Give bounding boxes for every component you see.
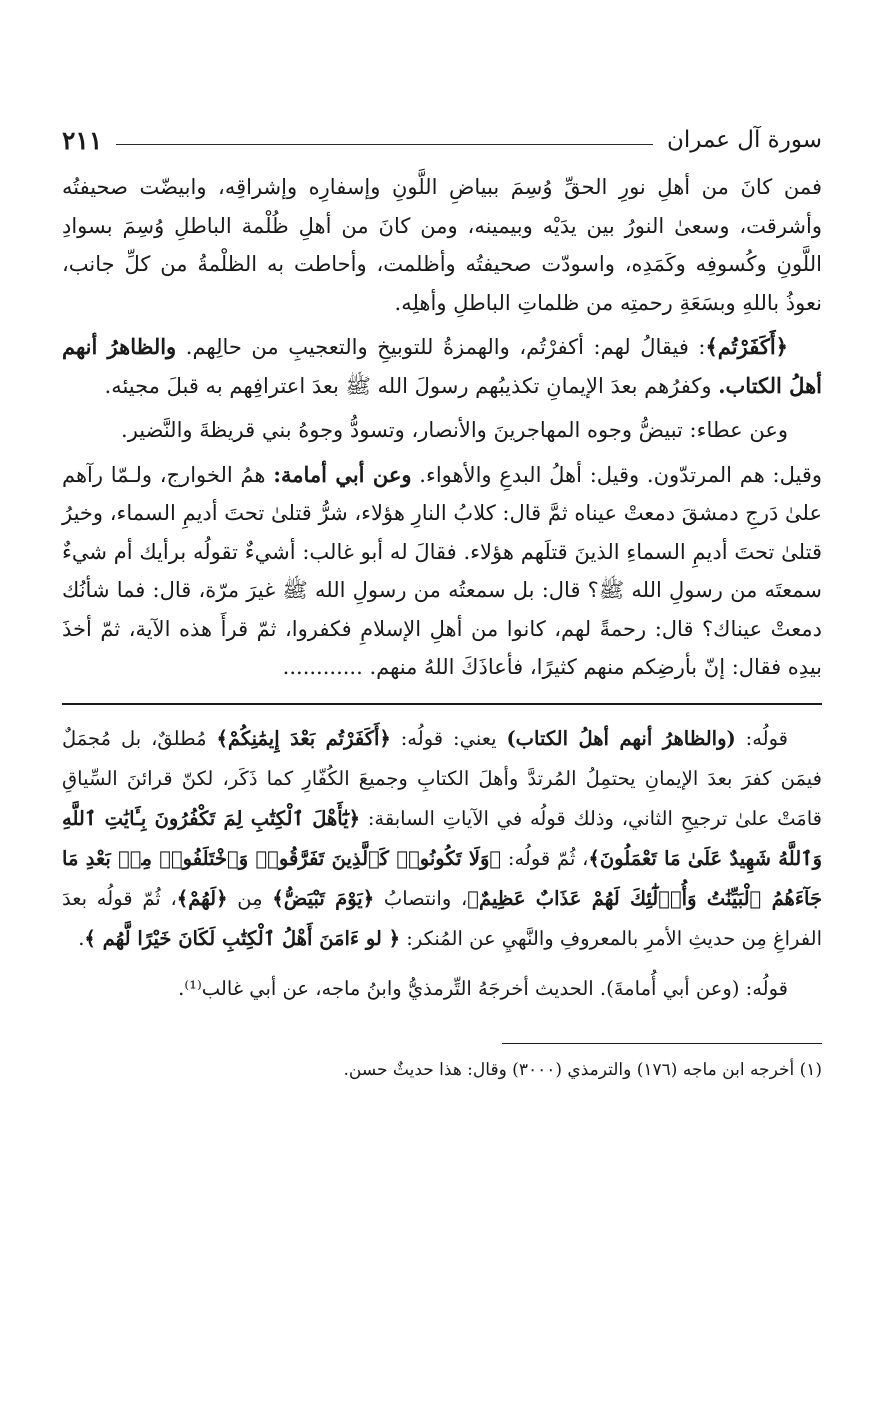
paragraph-2-text: : فيقالُ لهم: أكفرْتُم، والهمزةُ للتوبيخِ والتعجيبِ من حالِهم. [185, 335, 706, 359]
commentary-paragraph-2: قولُه: (وعن أبي أُمامةَ). الحديث أخرجَهُ التِّرمذيُّ وابنُ ماجه، عن أبي غالب⁽¹⁾. [178, 976, 788, 1000]
commentary-text: مُطلقٌ، بل مُجمَلٌ فيمَن كفرَ بعدَ الإيمانِ يحتمِلُ المُرتدَّ وأهلَ الكتابِ وجميعَ الكُفّارِ كما ذَكَر، لكنّ قرائنَ السِّياقِ قامَتْ علىٰ ترجيحِ الثاني، وذلك قولُه في الآياتِ السابقة: [62, 726, 823, 830]
running-header [62, 118, 822, 162]
quran-quote: ﴿يَٰٓأَهْلَ ٱلْكِتَٰبِ لِمَ تَكْفُرُونَ بِـَٔايَٰتِ ٱللَّهِ وَٱللَّهُ شَهِيدٌ عَلَىٰ مَا تَعْمَلُونَ﴾ [62, 806, 822, 870]
quran-quote: ﴿أَكَفَرْتُم بَعْدَ إِيمَٰنِكُمْ﴾ [216, 726, 391, 750]
commentary [62, 719, 822, 1009]
paragraph-4-text-2: همُ الخوارج، ولـمّا رآهم علىٰ دَرجِ دمشقَ دمعتْ عيناه ثمَّ قال: كلابُ النارِ هؤلاء، شرُّ قتلىٰ تحتَ أديمِ السماء، وخيرُ قتلىٰ تحتَ أديمِ السماءِ الذينَ قتلَهم هؤلاء. فقالَ له أبو غالب: أشيءٌ تقولُه برأيك أم شيءٌ سمعتَه من رسولِ الله ﷺ؟ قال: بل سمعتُه من رسولِ الله ﷺ غيرَ مرّة، قال: فما شأنُك دمعتْ عيناك؟ قال: رحمةً لهم، كانوا من أهلِ الإسلامِ فكفروا، ثمّ قرأَ هذه الآية، ثمّ أخذَ بيدِه فقال: إنّ بأرضِكم منهم كثيرًا، فأعاذَكَ اللهُ منهم. ............ [62, 462, 822, 679]
paragraph-4 [62, 456, 822, 687]
commentary-text: ، ثُمّ قولُه: [507, 846, 589, 870]
surah-title: سورة آل عمران [666, 127, 822, 153]
commentary-text: مِن [237, 886, 263, 910]
commentary-text: ، ثُمّ قولُه بعدَ الفراغِ مِن حديثِ الأمرِ بالمعروفِ والنَّهيِ عن المُنكر: [62, 886, 822, 950]
commentary-lead: قولُه: [745, 726, 789, 750]
commentary-paragraph-1 [62, 719, 822, 959]
paragraph-2-bold: والظاهرُ أنهم أهلُ الكتاب. [62, 334, 822, 398]
quran-quote: ﴿ لو ءَامَنَ أَهْلُ ٱلْكِتَٰبِ لَكَانَ خَيْرًا لَّهُم ﴾ [84, 926, 401, 950]
footnote: (١) أخرجه ابن ماجه (١٧٦) والترمذي (٣٠٠٠) وقال: هذا حديثٌ حسن. [343, 1059, 822, 1080]
commentary-text: . [78, 926, 85, 950]
page [62, 118, 822, 1084]
main-text [62, 168, 822, 687]
paragraph-2 [62, 328, 822, 405]
quran-quote: ﴿أَكَفَرْتُم﴾ [705, 334, 788, 359]
paragraph-3: وعن عطاء: تبيضُّ وجوه المهاجرينَ والأنصار، وتسودُّ وجوهُ بني قريظةَ والنَّضير. [121, 418, 788, 442]
commentary-text: يعني: قولُه: [400, 726, 497, 750]
quran-quote: ﴿وَلَا تَكُونُوا۟ كَٱلَّذِينَ تَفَرَّقُوا۟ وَٱخْتَلَفُوا۟ مِنۢ بَعْدِ مَا جَآءَهُمُ ٱلْبَيِّنَٰتُ وَأُو۟لَٰٓئِكَ لَهُمْ عَذَابٌ عَظِيمٌ﴾ [62, 846, 822, 910]
paragraph-4-bold: وعن أبي أمامة: [273, 461, 412, 487]
commentary-text: ، وانتصابُ [383, 886, 468, 910]
commentary-bold: (والظاهرُ أنهم أهلُ الكتاب) [506, 726, 736, 750]
quran-quote: ﴿لَهُمْ﴾ [176, 886, 228, 910]
header-rule [116, 144, 653, 145]
paragraph-2-text-2: وكفرُهم بعدَ الإيمانِ تكذيبُهم رسولَ الله ﷺ بعدَ اعترافِهم به قبلَ مجيئه. [104, 373, 712, 398]
footnote-rule [502, 1043, 822, 1044]
quran-quote: ﴿يَوْمَ تَبْيَضُّ﴾ [272, 886, 375, 910]
section-divider [62, 703, 822, 705]
paragraph-4-text: وقيل: هم المرتدّون. وقيل: أهلُ البدعِ والأهواء. [419, 462, 823, 487]
page-number: ٢١١ [62, 125, 103, 155]
paragraph-1: فمن كانَ من أهلِ نورِ الحقِّ وُسِمَ ببياضِ اللَّونِ وإسفارِه وإشراقِه، وابيضّت صحيفتُه وأشرقت، وسعىٰ النورُ بين يدَيْه وبيمينه، ومن كانَ من أهلِ ظُلْمة الباطلِ وُسِمَ بسوادِ اللَّونِ وكُسوفِه وكَمَدِه، واسودّت صحيفتُه وأظلمت، وأحاطت به الظلْمةُ من كلِّ جانب، نعوذُ باللهِ وبسَعَةِ رحمتِه من ظلماتِ الباطلِ وأهلِه. [62, 175, 822, 315]
